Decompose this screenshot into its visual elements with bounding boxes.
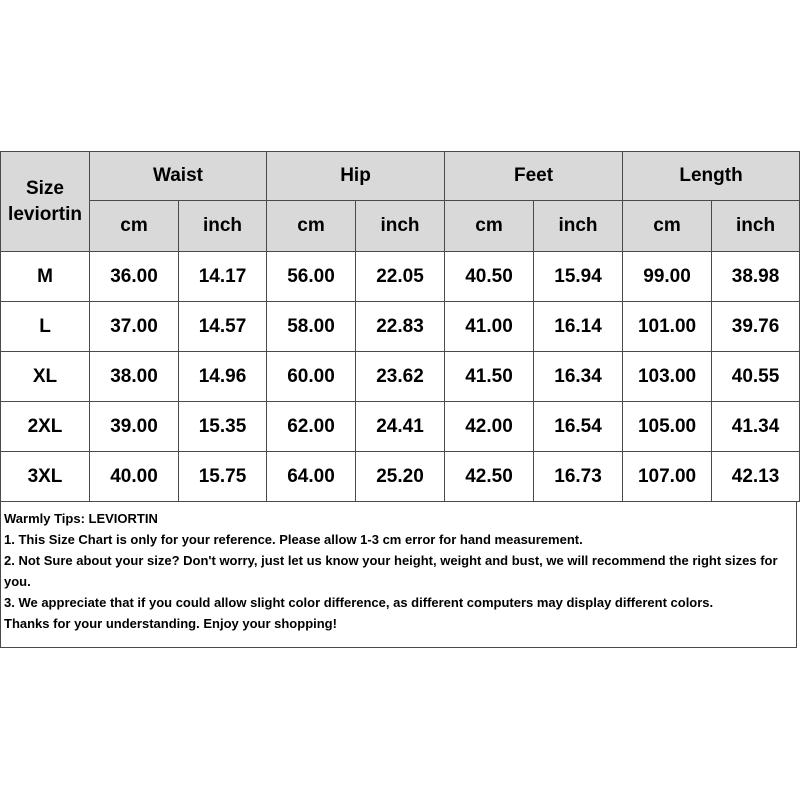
- measurement-cell: 15.75: [179, 452, 267, 502]
- unit-header: cm: [445, 201, 534, 252]
- measurement-cell: 105.00: [623, 402, 712, 452]
- measurement-cell: 42.13: [712, 452, 800, 502]
- measurement-cell: 16.54: [534, 402, 623, 452]
- measurement-cell: 16.73: [534, 452, 623, 502]
- size-chart: [0, 151, 799, 648]
- size-table: [0, 151, 800, 502]
- measurement-cell: 40.00: [90, 452, 179, 502]
- measurement-cell: 24.41: [356, 402, 445, 452]
- group-header-length: Length: [623, 152, 800, 201]
- size-cell: 3XL: [1, 452, 90, 502]
- unit-header: cm: [90, 201, 179, 252]
- unit-header: cm: [267, 201, 356, 252]
- measurement-cell: 42.50: [445, 452, 534, 502]
- table-body: [1, 252, 800, 502]
- measurement-cell: 23.62: [356, 352, 445, 402]
- measurement-cell: 41.34: [712, 402, 800, 452]
- table-row: [1, 302, 800, 352]
- measurement-cell: 39.00: [90, 402, 179, 452]
- measurement-cell: 107.00: [623, 452, 712, 502]
- tips-line: Thanks for your understanding. Enjoy your shopping!: [4, 616, 337, 631]
- measurement-cell: 41.50: [445, 352, 534, 402]
- tips-line: 1. This Size Chart is only for your reference. Please allow 1-3 cm error for hand measurement.: [4, 532, 583, 547]
- measurement-cell: 22.05: [356, 252, 445, 302]
- measurement-cell: 56.00: [267, 252, 356, 302]
- measurement-cell: 14.57: [179, 302, 267, 352]
- size-header-label: Size: [25, 177, 65, 199]
- tips-line: 3. We appreciate that if you could allow slight color difference, as different computers may display different colors.: [4, 595, 714, 610]
- measurement-cell: 40.55: [712, 352, 800, 402]
- measurement-cell: 25.20: [356, 452, 445, 502]
- group-header-hip: Hip: [267, 152, 445, 201]
- group-header-feet: Feet: [445, 152, 623, 201]
- measurement-cell: 103.00: [623, 352, 712, 402]
- measurement-cell: 58.00: [267, 302, 356, 352]
- measurement-cell: 16.34: [534, 352, 623, 402]
- size-column-header: [1, 152, 90, 252]
- tips-panel: [0, 502, 797, 648]
- unit-header: cm: [623, 201, 712, 252]
- measurement-cell: 39.76: [712, 302, 800, 352]
- size-cell: L: [1, 302, 90, 352]
- measurement-cell: 40.50: [445, 252, 534, 302]
- size-cell: XL: [1, 352, 90, 402]
- measurement-cell: 64.00: [267, 452, 356, 502]
- size-header-sublabel: leviortin: [8, 203, 82, 225]
- tips-title: Warmly Tips: LEVIORTIN: [4, 511, 158, 526]
- size-cell: M: [1, 252, 90, 302]
- measurement-cell: 62.00: [267, 402, 356, 452]
- table-row: [1, 402, 800, 452]
- size-cell: 2XL: [1, 402, 90, 452]
- table-row: [1, 352, 800, 402]
- measurement-cell: 38.00: [90, 352, 179, 402]
- unit-header: inch: [179, 201, 267, 252]
- measurement-cell: 16.14: [534, 302, 623, 352]
- measurement-cell: 42.00: [445, 402, 534, 452]
- measurement-cell: 15.35: [179, 402, 267, 452]
- unit-header: inch: [534, 201, 623, 252]
- measurement-cell: 41.00: [445, 302, 534, 352]
- group-header-waist: Waist: [90, 152, 267, 201]
- table-row: [1, 252, 800, 302]
- measurement-cell: 14.17: [179, 252, 267, 302]
- table-row: [1, 452, 800, 502]
- tips-line: 2. Not Sure about your size? Don't worry, just let us know your height, weight and bust, we will recommend the right sizes for you.: [4, 553, 778, 589]
- measurement-cell: 14.96: [179, 352, 267, 402]
- measurement-cell: 60.00: [267, 352, 356, 402]
- measurement-cell: 38.98: [712, 252, 800, 302]
- unit-header: inch: [356, 201, 445, 252]
- measurement-cell: 99.00: [623, 252, 712, 302]
- measurement-cell: 36.00: [90, 252, 179, 302]
- unit-header: inch: [712, 201, 800, 252]
- measurement-cell: 22.83: [356, 302, 445, 352]
- measurement-cell: 15.94: [534, 252, 623, 302]
- measurement-cell: 37.00: [90, 302, 179, 352]
- measurement-cell: 101.00: [623, 302, 712, 352]
